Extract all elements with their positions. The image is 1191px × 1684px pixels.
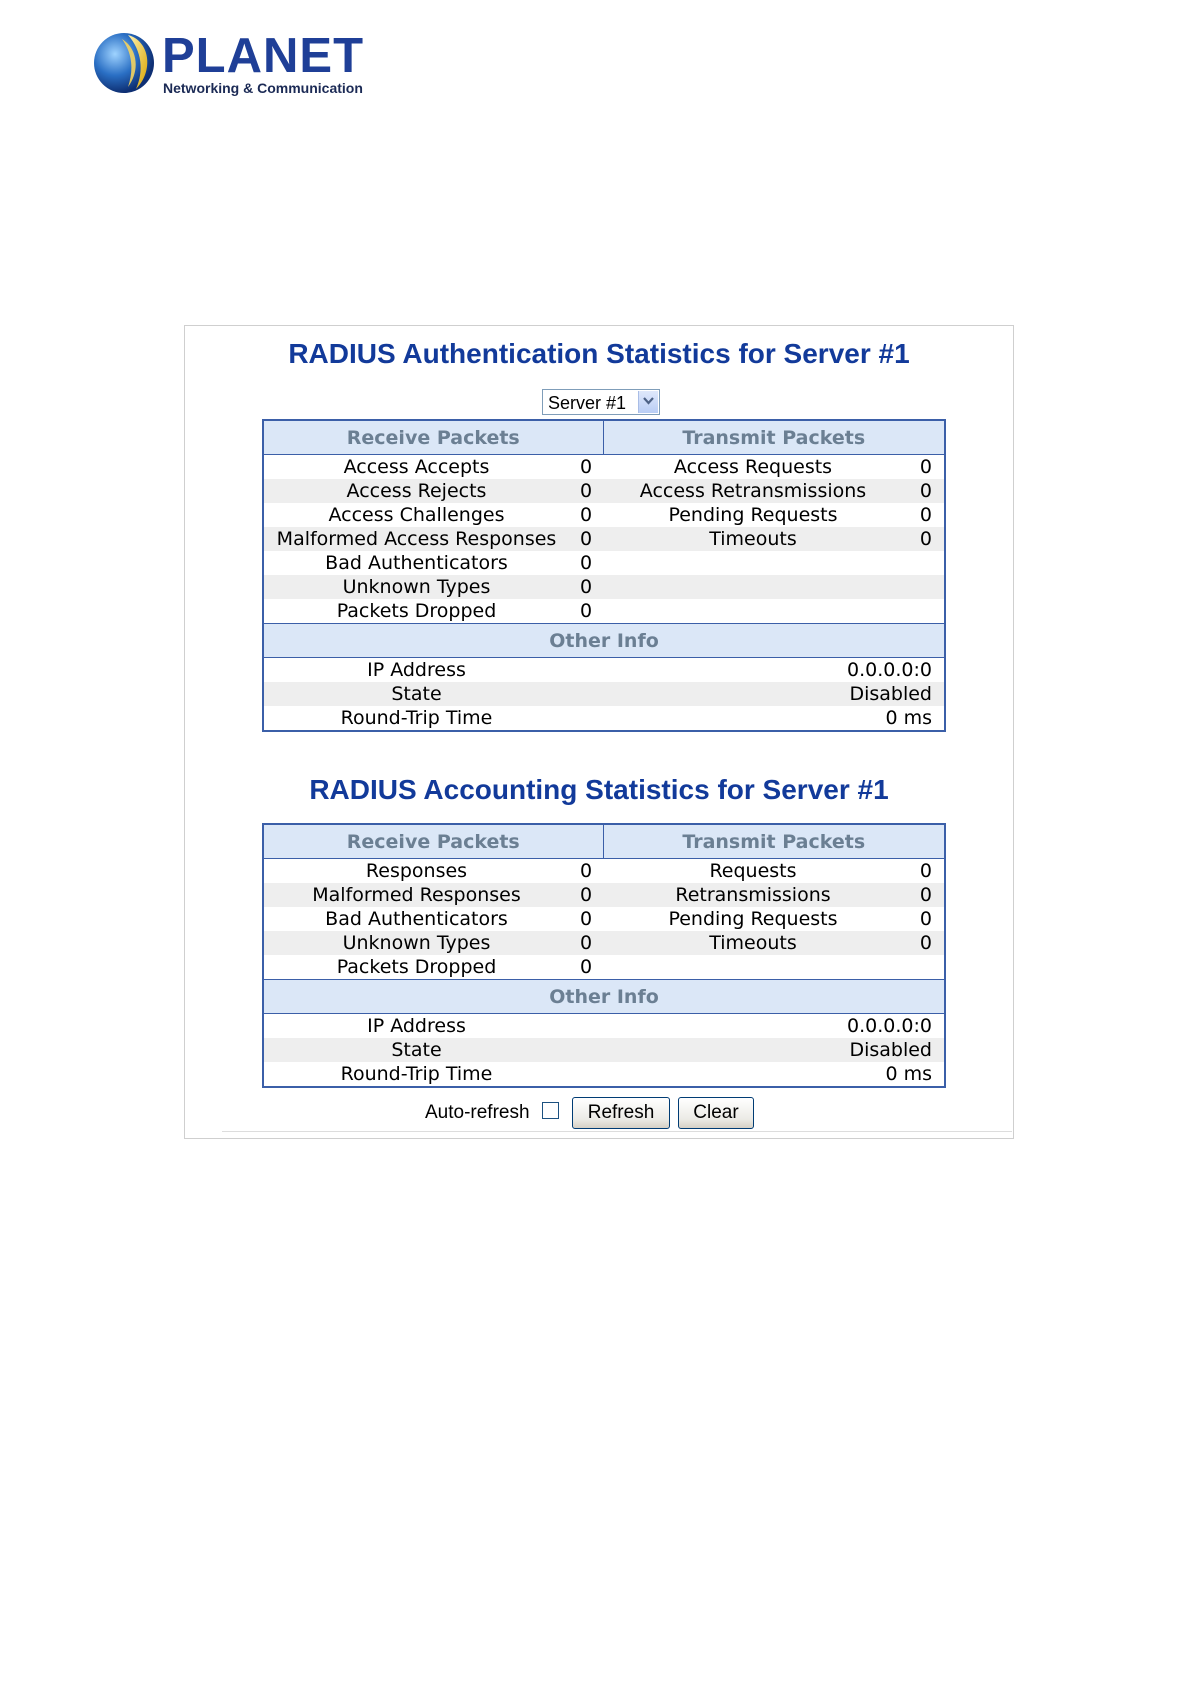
acct-transmit-header: Transmit Packets (603, 824, 945, 859)
panel-divider (222, 1131, 1012, 1132)
auth-rx-value: 0 (569, 551, 603, 575)
auth-rx-label: Access Challenges (263, 503, 569, 527)
auth-tx-value: 0 (903, 479, 945, 503)
auth-rx-value: 0 (569, 503, 603, 527)
auth-rx-value: 0 (569, 575, 603, 599)
auth-tx-label: Access Requests (603, 455, 903, 480)
auth-stats-table (262, 419, 946, 732)
clear-button[interactable]: Clear (678, 1097, 754, 1129)
auth-rx-label: Unknown Types (263, 575, 569, 599)
server-select-value: Server #1 (548, 393, 627, 413)
refresh-button[interactable]: Refresh (572, 1097, 670, 1129)
server-select-button[interactable] (638, 391, 658, 413)
acct-other-value: Disabled (569, 1038, 945, 1062)
auth-transmit-header: Transmit Packets (603, 420, 945, 455)
auth-tx-label: Pending Requests (603, 503, 903, 527)
auth-receive-header: Receive Packets (263, 420, 603, 455)
auth-rx-label: Packets Dropped (263, 599, 569, 624)
acct-rx-label: Responses (263, 859, 569, 884)
acct-other-value: 0.0.0.0:0 (569, 1014, 945, 1039)
globe-logo-icon (92, 31, 156, 95)
auth-other-value: 0.0.0.0:0 (569, 658, 945, 683)
auth-rx-label: Access Accepts (263, 455, 569, 480)
acct-rx-label: Malformed Responses (263, 883, 569, 907)
acct-tx-label: Pending Requests (603, 907, 903, 931)
acct-receive-header: Receive Packets (263, 824, 603, 859)
auth-tx-value: 0 (903, 527, 945, 551)
acct-rx-label: Bad Authenticators (263, 907, 569, 931)
acct-rx-value: 0 (569, 859, 603, 884)
acct-other-label: State (263, 1038, 569, 1062)
auth-rx-value: 0 (569, 599, 603, 624)
auto-refresh-checkbox[interactable] (542, 1102, 559, 1119)
acct-rx-value: 0 (569, 883, 603, 907)
acct-rx-label: Packets Dropped (263, 955, 569, 980)
acct-tx-value: 0 (903, 907, 945, 931)
acct-title: RADIUS Accounting Statistics for Server #1 (309, 774, 889, 805)
logo-brand: PLANET (162, 29, 364, 83)
auth-other-label: IP Address (263, 658, 569, 683)
auth-rx-value: 0 (569, 527, 603, 551)
acct-stats-table (262, 823, 946, 1088)
auth-rx-value: 0 (569, 479, 603, 503)
acct-rx-value: 0 (569, 955, 603, 980)
acct-rx-value: 0 (569, 931, 603, 955)
logo-tagline: Networking & Communication (163, 80, 363, 96)
acct-tx-value: 0 (903, 859, 945, 884)
acct-tx-label: Timeouts (603, 931, 903, 955)
auth-tx-value: 0 (903, 503, 945, 527)
acct-other-label: Round-Trip Time (263, 1062, 569, 1087)
acct-other-label: IP Address (263, 1014, 569, 1039)
acct-tx-value: 0 (903, 883, 945, 907)
acct-rx-label: Unknown Types (263, 931, 569, 955)
acct-tx-label: Requests (603, 859, 903, 884)
statistics-panel (184, 325, 1014, 1139)
auth-other-value: 0 ms (569, 706, 945, 731)
acct-rx-value: 0 (569, 907, 603, 931)
auth-other-label: State (263, 682, 569, 706)
chevron-down-icon (643, 397, 654, 405)
acct-other-header: Other Info (263, 980, 945, 1014)
auth-tx-value: 0 (903, 455, 945, 480)
auth-rx-value: 0 (569, 455, 603, 480)
auth-other-value: Disabled (569, 682, 945, 706)
acct-tx-value: 0 (903, 931, 945, 955)
server-select[interactable] (542, 389, 660, 415)
auth-rx-label: Bad Authenticators (263, 551, 569, 575)
auth-other-header: Other Info (263, 624, 945, 658)
auth-rx-label: Malformed Access Responses (263, 527, 569, 551)
acct-other-value: 0 ms (569, 1062, 945, 1087)
auth-tx-label: Access Retransmissions (603, 479, 903, 503)
auth-rx-label: Access Rejects (263, 479, 569, 503)
auto-refresh-label: Auto-refresh (425, 1102, 530, 1123)
acct-tx-label: Retransmissions (603, 883, 903, 907)
auth-title: RADIUS Authentication Statistics for Server #1 (288, 338, 910, 369)
planet-logo (92, 29, 364, 98)
auth-other-label: Round-Trip Time (263, 706, 569, 731)
auth-tx-label: Timeouts (603, 527, 903, 551)
